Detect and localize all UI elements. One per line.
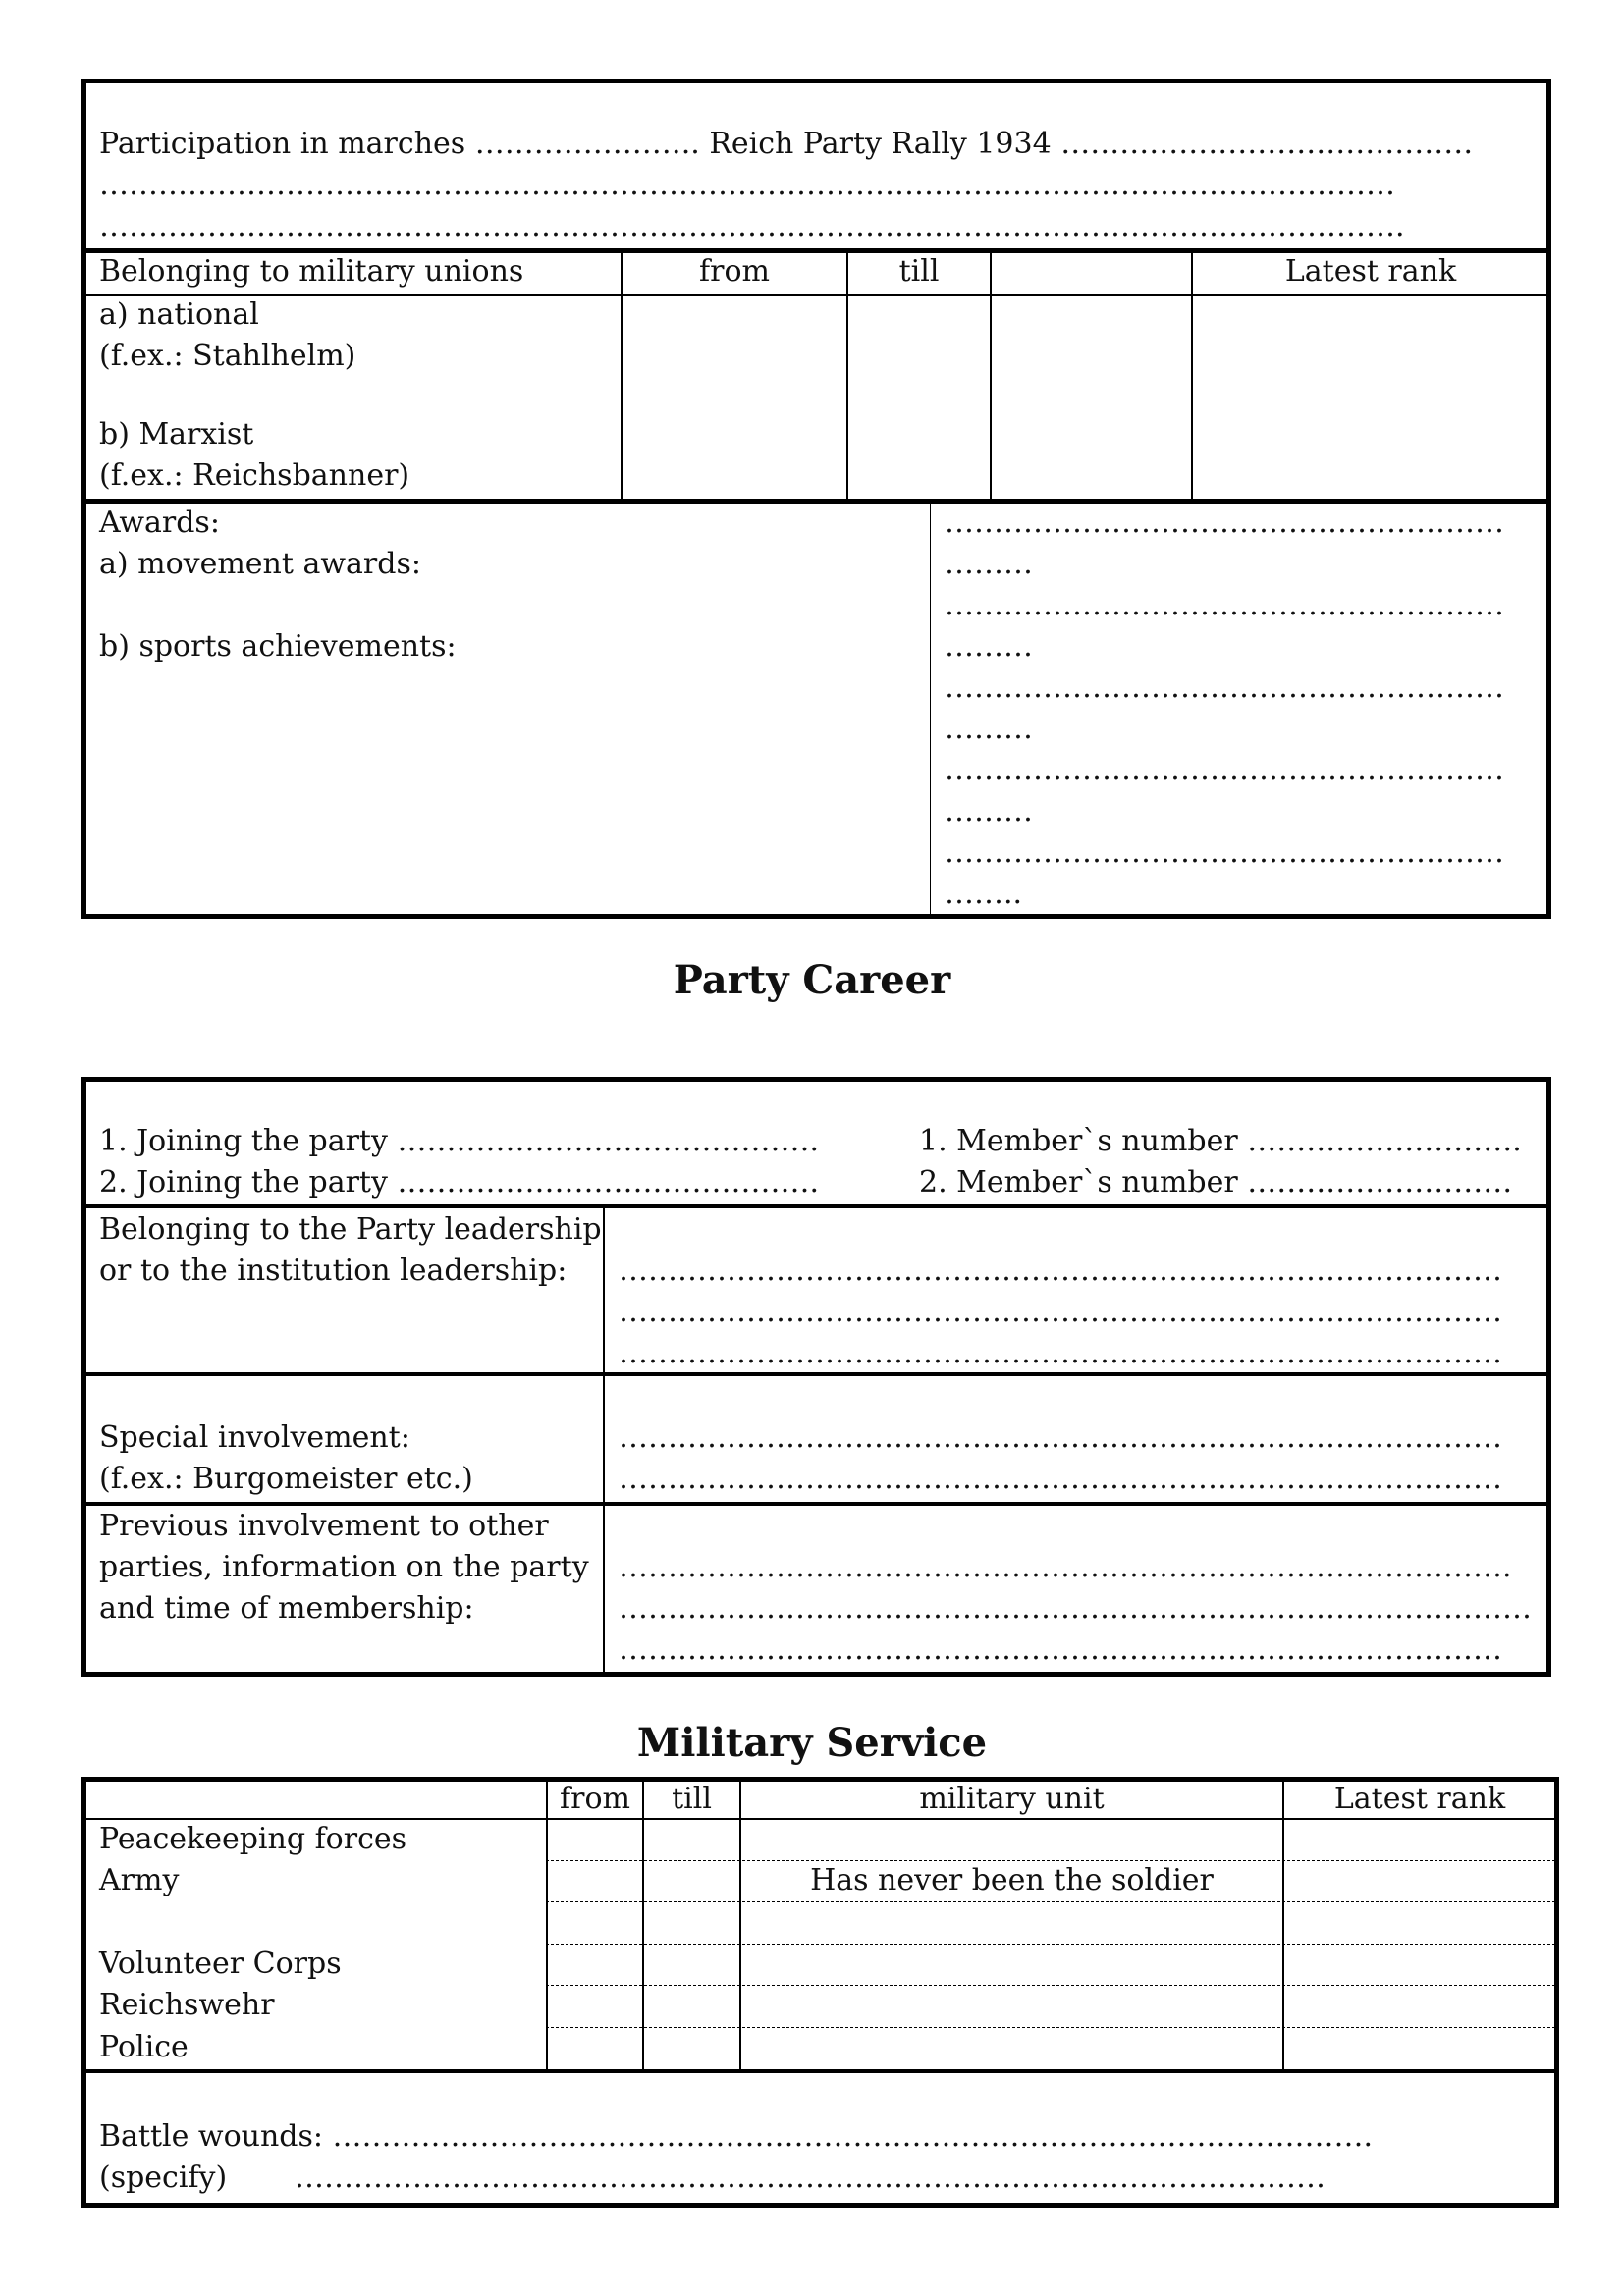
military-service-title: Military Service xyxy=(636,1720,988,1766)
awards-dotline: …….. xyxy=(945,877,1023,911)
service-row-volunteer: Volunteer Corps xyxy=(99,1947,342,1981)
unions-national: a) national xyxy=(99,297,259,332)
marches-line-3: ……………………………………………………………………………………………………………………. xyxy=(99,209,1405,243)
battle-wounds: Battle wounds: ……………………………………………………………………………………………. xyxy=(99,2119,1374,2154)
party-career-title: Party Career xyxy=(673,957,951,1003)
awards-title: Awards: xyxy=(99,506,220,540)
service-footer-divider xyxy=(84,2069,1555,2073)
awards-dotline: ……… xyxy=(945,712,1033,746)
join-party-1: 1. Joining the party ……………………………………. xyxy=(99,1124,819,1158)
awards-dotline: ……… xyxy=(945,547,1033,581)
unions-header-divider xyxy=(84,294,1547,296)
unions-marxist-example: (f.ex.: Reichsbanner) xyxy=(99,458,410,493)
leadership-label: or to the institution leadership: xyxy=(99,1254,568,1288)
unions-header-label: Belonging to military unions xyxy=(99,254,524,289)
service-row-divider xyxy=(546,2027,1555,2028)
service-row-police: Police xyxy=(99,2030,189,2064)
marches-line-1: Participation in marches ………………….. Reich Party Rally 1934 …………………………………… xyxy=(99,127,1474,161)
service-row-divider xyxy=(546,1944,1555,1945)
awards-dotline: ………………………………………………… xyxy=(945,835,1504,870)
unions-header-rank: Latest rank xyxy=(1284,254,1457,289)
awards-movement: a) movement awards: xyxy=(99,547,421,581)
career-col-divider xyxy=(603,1206,605,1674)
service-row-divider xyxy=(546,1985,1555,1986)
awards-dotline: ………………………………………………… xyxy=(945,506,1504,540)
career-divider xyxy=(84,1204,1547,1208)
awards-dotline: ………………………………………………… xyxy=(945,588,1504,622)
special-dotline: ……………………………………………………………………………… xyxy=(619,1420,1502,1455)
awards-dotline: ………………………………………………… xyxy=(945,753,1504,787)
service-row-peacekeeping: Peacekeeping forces xyxy=(99,1822,407,1856)
service-row-divider xyxy=(546,1901,1555,1902)
previous-dotline: ………………………………………………………………………………… xyxy=(619,1591,1532,1626)
special-involvement-example: (f.ex.: Burgomeister etc.) xyxy=(99,1462,473,1496)
awards-dotline: ……… xyxy=(945,794,1033,828)
previous-dotline: ……………………………………………………………………………… xyxy=(619,1632,1502,1667)
special-involvement-label: Special involvement: xyxy=(99,1420,410,1455)
service-header-rank: Latest rank xyxy=(1333,1782,1506,1816)
leadership-dotline: ……………………………………………………………………………… xyxy=(619,1295,1502,1329)
awards-sports: b) sports achievements: xyxy=(99,629,457,664)
previous-involvement-label: and time of membership: xyxy=(99,1591,474,1626)
leadership-dotline: ……………………………………………………………………………… xyxy=(619,1336,1502,1370)
member-number-2: 2. Member`s number ……………………… xyxy=(919,1165,1513,1200)
service-header-unit: military unit xyxy=(919,1782,1105,1816)
unions-marxist: b) Marxist xyxy=(99,417,254,452)
special-dotline: ……………………………………………………………………………… xyxy=(619,1462,1502,1496)
awards-dotline: ……… xyxy=(945,629,1033,664)
previous-involvement-label: Previous involvement to other xyxy=(99,1509,549,1543)
service-row-army: Army xyxy=(99,1863,180,1897)
awards-dotline: ………………………………………………… xyxy=(945,670,1504,705)
service-row-reichswehr: Reichswehr xyxy=(99,1988,275,2022)
member-number-1: 1. Member`s number ………………………. xyxy=(919,1124,1522,1158)
leadership-dotline: ……………………………………………………………………………… xyxy=(619,1254,1502,1288)
unions-col-divider xyxy=(990,251,992,501)
specify-dotline: …………………………………………………………………………………………… xyxy=(295,2161,1326,2195)
previous-dotline: ………………………………………………………………………………. xyxy=(619,1550,1512,1584)
marches-line-2: …………………………………………………………………………………………………………………… xyxy=(99,168,1395,202)
service-header-till: till xyxy=(672,1782,712,1816)
service-header-from: from xyxy=(560,1782,630,1816)
leadership-label: Belonging to the Party leadership xyxy=(99,1212,602,1247)
previous-involvement-label: parties, information on the party xyxy=(99,1550,589,1584)
unions-national-example: (f.ex.: Stahlhelm) xyxy=(99,339,356,373)
awards-divider xyxy=(930,504,931,916)
service-note: Has never been the soldier xyxy=(810,1863,1214,1897)
unions-header-from: from xyxy=(699,254,770,289)
specify-label: (specify) xyxy=(99,2161,228,2195)
join-party-2: 2. Joining the party ……………………………………. xyxy=(99,1165,819,1200)
unions-header-till: till xyxy=(898,254,940,289)
